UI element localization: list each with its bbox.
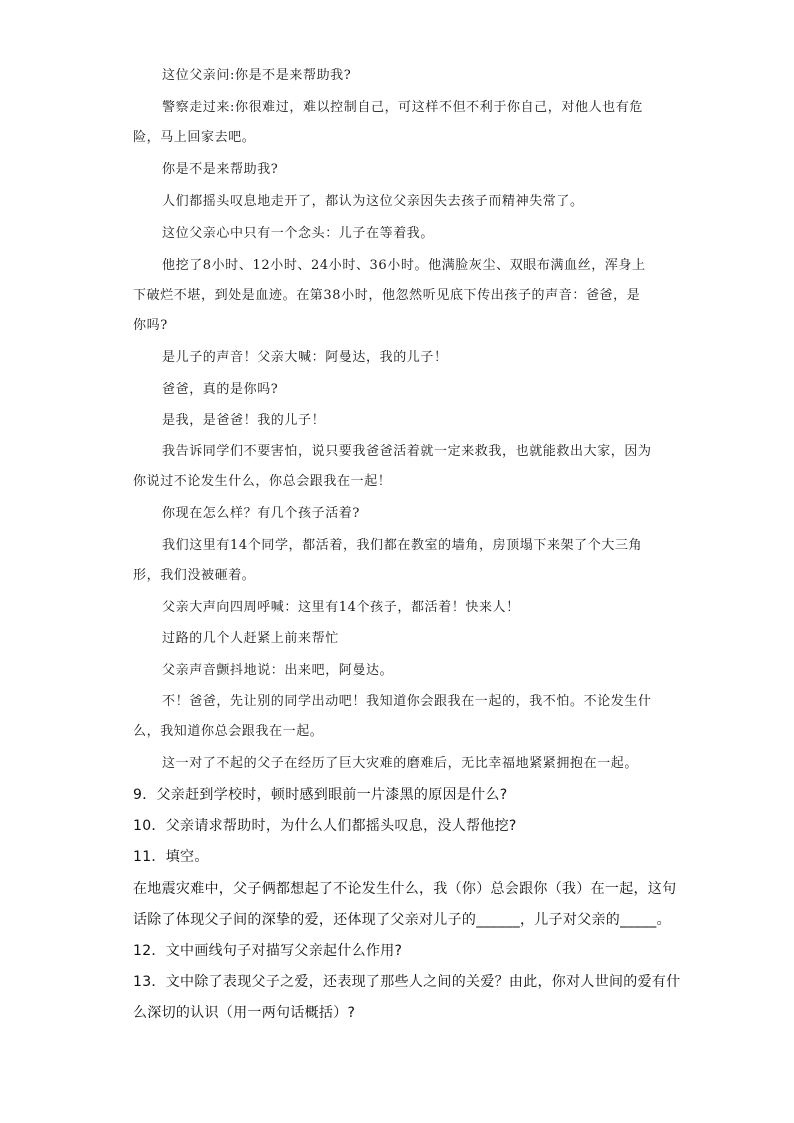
passage-line: 你是不是来帮助我? <box>162 162 279 177</box>
passage-line: 是儿子的声音！父亲大喊：阿曼达，我的儿子！ <box>162 350 448 365</box>
passage-line: 爸爸，真的是你吗? <box>162 382 279 397</box>
passage-line: 过路的几个人赶紧上前来帮忙 <box>162 631 339 646</box>
passage-line: 你现在怎么样？有几个孩子活着? <box>162 506 360 521</box>
passage-line: 这位父亲心中只有一个念头：儿子在等着我。 <box>162 226 435 241</box>
passage-line: 你说过不论发生什么，你总会跟我在一起！ <box>133 474 392 489</box>
question-11-text: 在地震灾难中，父子俩都想起了不论发生什么，我（你）总会跟你（我）在一起，这句 <box>133 881 677 897</box>
passage-line: 父亲大声向四周呼喊：这里有14个孩子，都活着！快来人！ <box>162 600 520 615</box>
question-11: 11．填空。 <box>133 849 209 865</box>
passage-line: 险，马上回家去吧。 <box>133 130 256 145</box>
passage-line: 形，我们没被砸着。 <box>133 568 256 583</box>
passage-line: 下破烂不堪，到处是血迹。在第38小时，他忽然听见底下传出孩子的声音：爸爸，是 <box>133 288 641 303</box>
passage-line: 这一对了不起的父子在经历了巨大灾难的磨难后，无比幸福地紧紧拥抱在一起。 <box>162 756 639 771</box>
question-12: 12．文中画线句子对描写父亲起什么作用? <box>133 943 403 959</box>
passage-line: 我告诉同学们不要害怕，说只要我爸爸活着就一定来救我，也就能救出大家，因为 <box>162 444 652 459</box>
passage-line: 人们都摇头叹息地走开了，都认为这位父亲因失去孩子而精神失常了。 <box>162 194 584 209</box>
passage-line: 是我，是爸爸！我的儿子！ <box>162 413 326 428</box>
question-13: 13．文中除了表现父子之爱，还表现了那些人之间的关爱？由此，你对人世间的爱有什 <box>133 974 681 990</box>
passage-line: 我们这里有14个同学，都活着，我们都在教室的墙角，房顶塌下来架了个大三角 <box>162 538 643 553</box>
passage-line: 么，我知道你总会跟我在一起。 <box>133 724 324 739</box>
passage-line: 你吗? <box>133 318 168 333</box>
question-11-text: 话除了体现父子间的深挚的爱，还体现了父亲对儿子的______，儿子对父亲的_____。 <box>133 912 671 928</box>
passage-line: 警察走过来:你很难过，难以控制自己，可这样不但不利于你自己，对他人也有危 <box>162 100 643 115</box>
passage-line: 不！爸爸，先让别的同学出动吧！我知道你会跟我在一起的，我不怕。不论发生什 <box>162 694 652 709</box>
passage-line: 父亲声音颤抖地说：出来吧，阿曼达。 <box>162 663 394 678</box>
passage-line: 他挖了8小时、12小时、24小时、36小时。他满脸灰尘、双眼布满血丝，浑身上 <box>162 258 646 273</box>
question-9: 9．父亲赶到学校时，顿时感到眼前一片漆黑的原因是什么? <box>133 787 508 803</box>
passage-line: 这位父亲问:你是不是来帮助我? <box>162 68 352 83</box>
question-13: 么深切的认识（用一两句话概括）? <box>133 1005 356 1021</box>
question-10: 10．父亲请求帮助时，为什么人们都摇头叹息，没人帮他挖? <box>133 818 517 834</box>
